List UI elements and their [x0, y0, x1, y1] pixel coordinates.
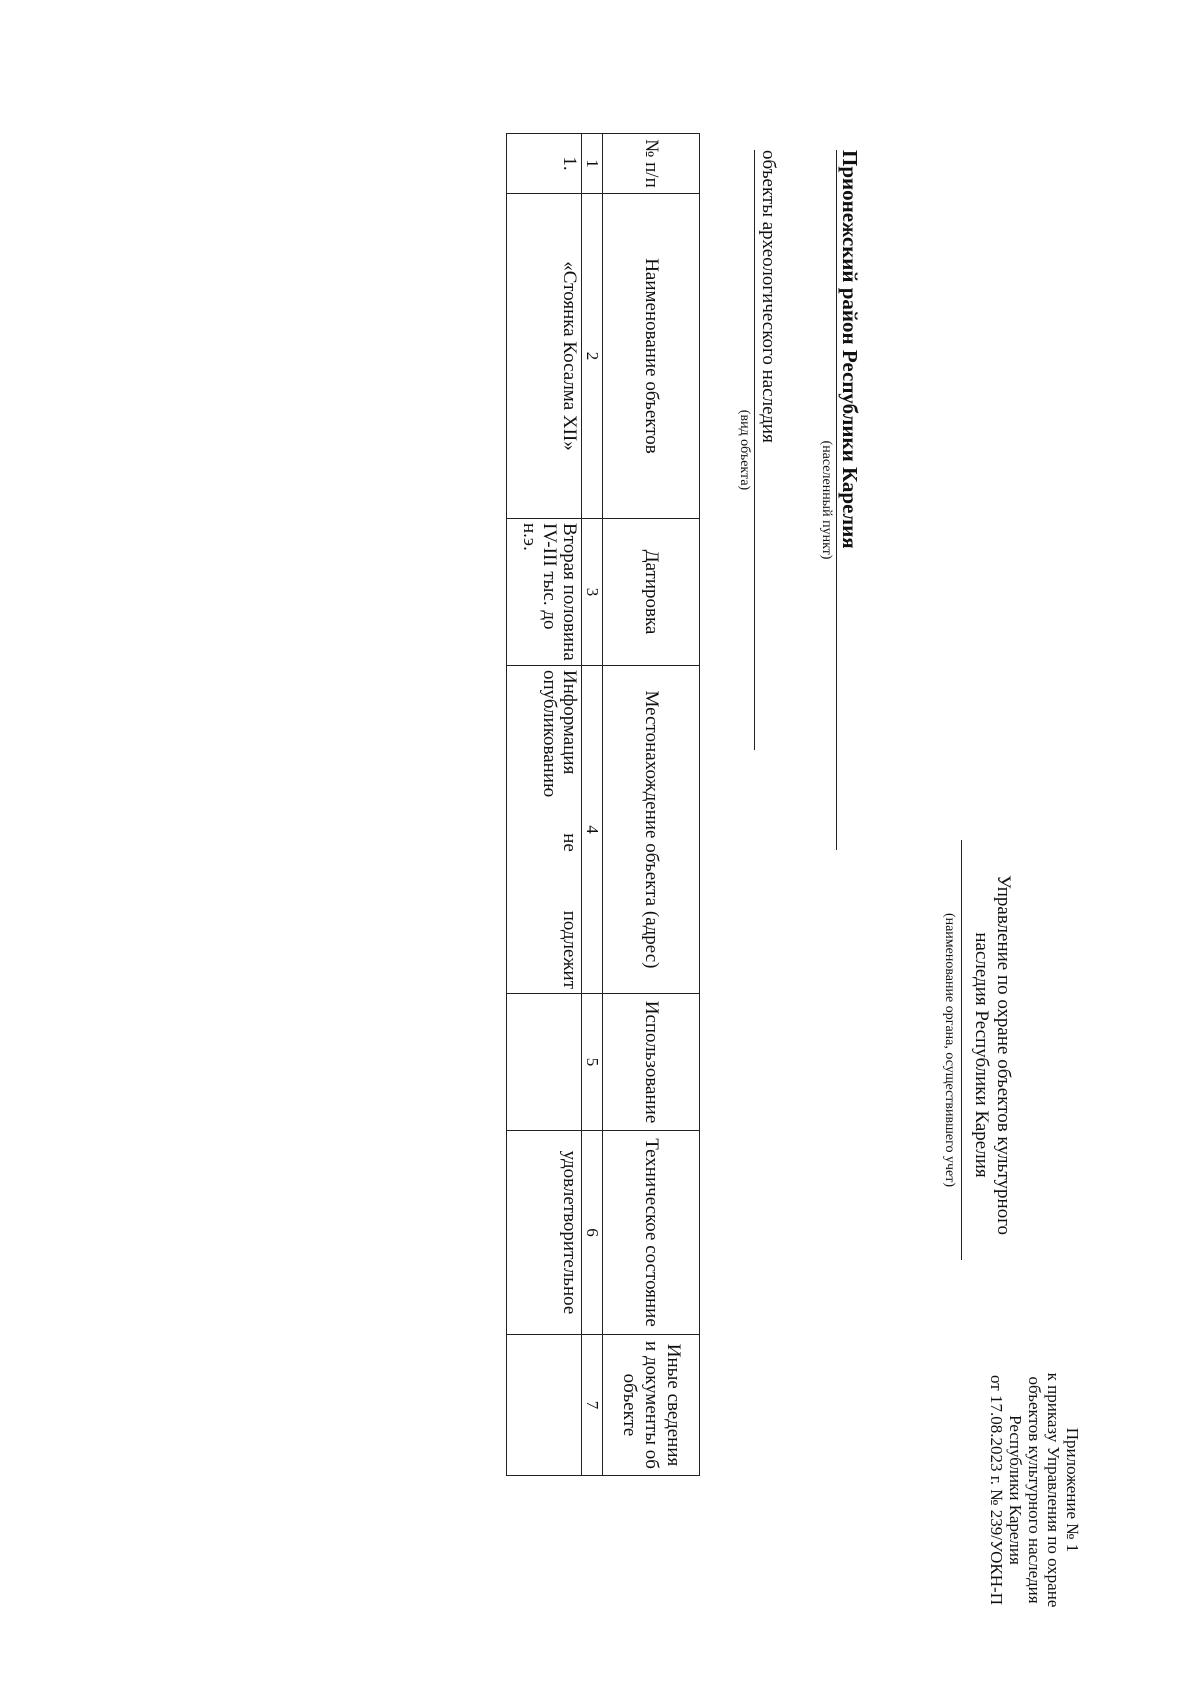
- column-number: 7: [582, 1335, 603, 1476]
- appendix-note: [987, 1360, 1082, 1620]
- organ-name: [970, 835, 1014, 1275]
- organ-name-line: Управление по охране объектов культурного: [993, 874, 1014, 1236]
- appendix-line: от 17.08.2023 г. № 239/УОКН-П: [987, 1375, 1006, 1605]
- district-underline: [836, 150, 837, 850]
- cell-name: «Стоянка Косалма XII»: [507, 194, 582, 519]
- object-kind-caption: (вид объекта): [737, 409, 752, 491]
- header-num: № п/п: [603, 134, 700, 194]
- cell-usage: [507, 994, 582, 1131]
- column-number-row: [582, 134, 603, 1476]
- column-number: 4: [582, 666, 603, 994]
- cell-num: 1.: [507, 134, 582, 194]
- district-caption: (населенный пункт): [819, 440, 834, 560]
- cell-condition: удовлетворительное: [507, 1131, 582, 1335]
- appendix-line: Приложение № 1: [1063, 1427, 1082, 1553]
- header-condition: Техническое состояние: [603, 1131, 700, 1335]
- object-kind-underline: [754, 150, 755, 750]
- organ-name-line: наследия Республики Карелия: [971, 932, 992, 1178]
- table-header-row: [603, 134, 700, 1476]
- header-name: Наименование объектов: [603, 194, 700, 519]
- appendix-line: к приказу Управления по охране: [1044, 1372, 1063, 1608]
- header-other: Иные сведения и документы об объекте: [603, 1335, 700, 1476]
- column-number: 6: [582, 1131, 603, 1335]
- cell-dating: Вторая половина IV-III тыс. до н.э.: [507, 519, 582, 666]
- appendix-line: Республики Карелия: [1006, 1415, 1025, 1565]
- column-number: 5: [582, 994, 603, 1131]
- organ-caption: (наименование органа, осуществившего учет): [942, 912, 957, 1188]
- district-title: Прионежский район Республики Карелия: [838, 150, 862, 549]
- column-number: 3: [582, 519, 603, 666]
- organ-underline: [961, 840, 962, 1260]
- cell-location: Информация не подлежит опубликованию: [507, 666, 582, 994]
- column-number: 1: [582, 134, 603, 194]
- table-row: [507, 134, 582, 1476]
- header-usage: Использование: [603, 994, 700, 1131]
- header-location: Местонахождение объекта (адрес): [603, 666, 700, 994]
- cell-other: [507, 1335, 582, 1476]
- appendix-line: объектов культурного наследия: [1025, 1376, 1044, 1604]
- object-kind: объекты археологического наследия: [758, 150, 779, 443]
- header-dating: Датировка: [603, 519, 700, 666]
- heritage-register-table: [506, 133, 700, 1476]
- column-number: 2: [582, 194, 603, 519]
